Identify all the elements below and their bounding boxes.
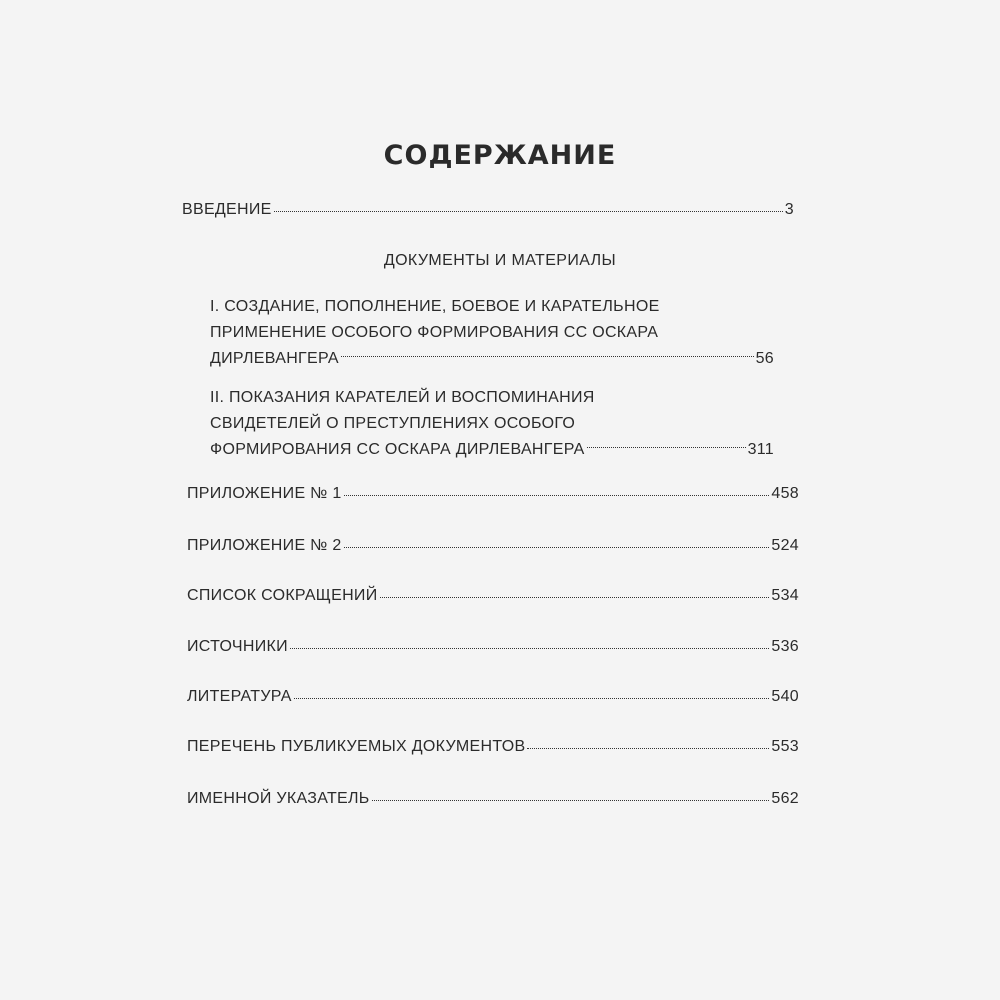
toc-entry-page: 458 (771, 485, 799, 502)
toc-entry-page: 311 (747, 441, 774, 458)
section-heading: ДОКУМЕНТЫ И МАТЕРИАЛЫ (383, 252, 617, 269)
dot-leader (290, 648, 769, 649)
toc-entry (187, 791, 799, 807)
toc-entry-label: СПИСОК СОКРАЩЕНИЙ (187, 587, 378, 604)
toc-entry-label: ПРИЛОЖЕНИЕ № 1 (187, 485, 342, 502)
dot-leader (527, 748, 769, 749)
toc-part-line: СВИДЕТЕЛЕЙ О ПРЕСТУПЛЕНИЯХ ОСОБОГО (210, 415, 576, 432)
toc-part-last-line (210, 346, 774, 372)
toc-entry (187, 486, 799, 502)
toc-entry-page: 553 (771, 738, 799, 755)
toc-entry-page: 3 (784, 201, 794, 218)
dot-leader (372, 800, 770, 801)
toc-entry (187, 538, 799, 554)
toc-entry-page: 562 (771, 790, 799, 807)
toc-entry-label: ЛИТЕРАТУРА (187, 688, 292, 705)
toc-entry-label: ИМЕННОЙ УКАЗАТЕЛЬ (187, 790, 370, 807)
toc-entry-label: ВВЕДЕНИЕ (182, 201, 272, 218)
toc-part-last-line (210, 437, 774, 463)
toc-part-line: ДИРЛЕВАНГЕРА (210, 350, 339, 367)
dot-leader (344, 495, 770, 496)
toc-entry-page: 56 (755, 350, 774, 367)
toc-entry-page: 524 (771, 537, 799, 554)
toc-entry-page: 540 (771, 688, 799, 705)
dot-leader (344, 547, 770, 548)
toc-entry (187, 689, 799, 705)
page-title: СОДЕРЖАНИЕ (383, 140, 617, 171)
toc-part-line: I. СОЗДАНИЕ, ПОПОЛНЕНИЕ, БОЕВОЕ И КАРАТЕЛЬНОЕ (210, 298, 660, 315)
toc-part-1 (210, 294, 774, 372)
toc-entry-label: ИСТОЧНИКИ (187, 638, 288, 655)
dot-leader (587, 447, 746, 448)
toc-entry (187, 588, 799, 604)
dot-leader (380, 597, 770, 598)
dot-leader (294, 698, 770, 699)
toc-entry (187, 739, 799, 755)
toc-part-line: II. ПОКАЗАНИЯ КАРАТЕЛЕЙ И ВОСПОМИНАНИЯ (210, 389, 595, 406)
dot-leader (341, 356, 754, 357)
toc-entry-label: ПЕРЕЧЕНЬ ПУБЛИКУЕМЫХ ДОКУМЕНТОВ (187, 738, 526, 755)
toc-entry-page: 534 (771, 587, 799, 604)
toc-part-line: ФОРМИРОВАНИЯ СС ОСКАРА ДИРЛЕВАНГЕРА (210, 441, 585, 458)
toc-part-line: ПРИМЕНЕНИЕ ОСОБОГО ФОРМИРОВАНИЯ СС ОСКАРА (210, 324, 659, 341)
toc-part-2 (210, 385, 774, 463)
toc-entry-label: ПРИЛОЖЕНИЕ № 2 (187, 537, 342, 554)
dot-leader (274, 211, 783, 212)
toc-entry (187, 639, 799, 655)
toc-entry-page: 536 (771, 638, 799, 655)
toc-entry-intro (182, 202, 794, 218)
